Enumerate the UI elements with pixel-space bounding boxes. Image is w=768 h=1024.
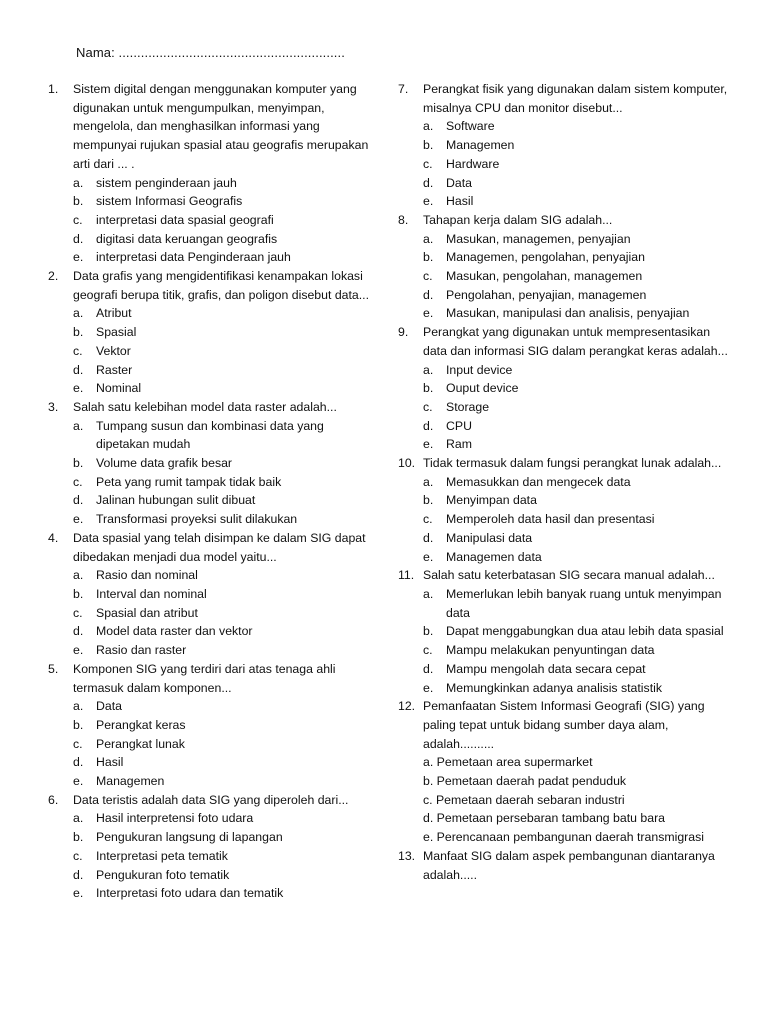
question-text: Data grafis yang mengidentifikasi kenampakan lokasi geografi berupa titik, grafis, dan poligon disebut data... xyxy=(73,269,370,302)
option-text: Tumpang susun dan kombinasi data yang dipetakan mudah xyxy=(96,418,324,452)
option-text: Hasil xyxy=(446,194,474,209)
question-number: 13. xyxy=(398,848,416,863)
option-text: Volume data grafik besar xyxy=(96,456,233,471)
option: c. Pemetaan daerah sebaran industri xyxy=(423,792,625,807)
option: e. Perencanaan pembangunan daerah transmigrasi xyxy=(423,830,704,845)
option-text: interpretasi data spasial geografi xyxy=(96,212,274,227)
option-letter: e. xyxy=(73,512,84,527)
question-text: Komponen SIG yang terdiri dari atas tenaga ahli termasuk dalam komponen... xyxy=(73,661,336,695)
option-letter: b. xyxy=(73,325,84,340)
question-number: 5. xyxy=(48,661,59,676)
option-text: Pengukuran langsung di lapangan xyxy=(96,830,283,845)
option-letter: a. xyxy=(423,231,434,246)
option xyxy=(48,716,374,735)
option-text: Software xyxy=(446,119,495,134)
question-6 xyxy=(48,791,374,810)
question-5 xyxy=(48,660,374,697)
option xyxy=(48,248,374,267)
question-text: Data teristis adalah data SIG yang diperoleh dari... xyxy=(73,792,349,807)
option-letter: b. xyxy=(423,493,434,508)
option-letter: a. xyxy=(73,418,84,433)
option: a. Pemetaan area supermarket xyxy=(423,755,593,770)
option-text: Memperoleh data hasil dan presentasi xyxy=(446,512,655,527)
option xyxy=(48,697,374,716)
option xyxy=(48,753,374,772)
option-text: digitasi data keruangan geografis xyxy=(96,231,278,246)
option xyxy=(48,304,374,323)
option-text: Atribut xyxy=(96,306,132,321)
option xyxy=(48,884,374,903)
option xyxy=(48,566,374,585)
option xyxy=(48,211,374,230)
question-text: Tidak termasuk dalam fungsi perangkat lunak adalah... xyxy=(423,456,722,471)
option xyxy=(48,847,374,866)
option-text: Storage xyxy=(446,399,490,414)
option-text: Menyimpan data xyxy=(446,493,537,508)
option-letter: d. xyxy=(423,530,434,545)
option xyxy=(398,117,730,136)
option-letter: d. xyxy=(423,175,434,190)
option xyxy=(398,267,730,286)
option-letter: e. xyxy=(423,549,434,564)
option-text: Memerlukan lebih banyak ruang untuk menyimpan data xyxy=(446,586,722,620)
option-letter: d. xyxy=(73,493,84,508)
option xyxy=(398,585,730,622)
option-letter: e. xyxy=(423,194,434,209)
option-text: Hasil interpretensi foto udara xyxy=(96,811,254,826)
option xyxy=(398,192,730,211)
option xyxy=(398,155,730,174)
question-text: Perangkat fisik yang digunakan dalam sistem komputer, misalnya CPU dan monitor disebut... xyxy=(423,82,728,115)
option-text: Managemen data xyxy=(446,549,542,564)
option-letter: e. xyxy=(73,886,84,901)
option-text: Rasio dan nominal xyxy=(96,568,198,583)
option-letter: b. xyxy=(73,194,84,209)
question-number: 2. xyxy=(48,269,59,284)
option-text: Raster xyxy=(96,362,133,377)
option-text: Spasial dan atribut xyxy=(96,605,198,620)
option-letter: d. xyxy=(423,287,434,302)
option xyxy=(398,361,730,380)
option xyxy=(48,510,374,529)
option-letter: e. xyxy=(73,774,84,789)
option-text: CPU xyxy=(446,418,472,433)
question-number: 9. xyxy=(398,325,409,340)
question-number: 10. xyxy=(398,456,416,471)
option-letter: e. xyxy=(73,381,84,396)
option xyxy=(48,491,374,510)
option xyxy=(48,192,374,211)
question-2 xyxy=(48,267,374,304)
option-text: Spasial xyxy=(96,325,137,340)
option-letter: a. xyxy=(423,586,434,601)
option xyxy=(48,866,374,885)
option-letter: c. xyxy=(73,474,83,489)
option-letter: d. xyxy=(73,867,84,882)
option xyxy=(48,622,374,641)
option-text: Peta yang rumit tampak tidak baik xyxy=(96,474,282,489)
option-text: Ouput device xyxy=(446,381,519,396)
option xyxy=(398,679,730,698)
option-text: Hasil xyxy=(96,755,124,770)
question-number: 11. xyxy=(398,568,415,583)
option-text: Vektor xyxy=(96,343,131,358)
option xyxy=(398,622,730,641)
option xyxy=(398,510,730,529)
option-letter: b. xyxy=(423,381,434,396)
question-text: Salah satu keterbatasan SIG secara manual adalah... xyxy=(423,568,715,583)
option-letter: c. xyxy=(423,643,433,658)
option xyxy=(48,454,374,473)
question-number: 3. xyxy=(48,399,59,414)
option-text: sistem Informasi Geografis xyxy=(96,194,243,209)
option-letter: c. xyxy=(73,605,83,620)
option-letter: e. xyxy=(73,643,84,658)
option-letter: c. xyxy=(73,848,83,863)
question-text: Pemanfaatan Sistem Informasi Geografi (SIG) yang paling tepat untuk bidang sumber daya alam, adalah.......... xyxy=(423,699,705,751)
question-3 xyxy=(48,398,374,417)
option-letter: c. xyxy=(423,512,433,527)
option-letter: d. xyxy=(73,624,84,639)
question-number: 12. xyxy=(398,699,416,714)
option-letter: b. xyxy=(73,717,84,732)
option-text: Memungkinkan adanya analisis statistik xyxy=(446,680,662,695)
option-text: Mampu mengolah data secara cepat xyxy=(446,661,646,676)
option-letter: b. xyxy=(73,586,84,601)
option xyxy=(398,230,730,249)
right-column xyxy=(398,80,730,884)
option-text: Data xyxy=(96,699,122,714)
option xyxy=(48,473,374,492)
option-text: sistem penginderaan jauh xyxy=(96,175,237,190)
option-text: Interpretasi peta tematik xyxy=(96,848,228,863)
option-letter: a. xyxy=(423,474,434,489)
option xyxy=(398,660,730,679)
option xyxy=(48,641,374,660)
option xyxy=(398,379,730,398)
question-text: Sistem digital dengan menggunakan komputer yang digunakan untuk mengumpulkan, menyimpan, mengelola, dan menghasilkan informasi yang mempunyai rujukan spasial atau geografis merupakan arti dari ... . xyxy=(73,82,369,171)
option-letter: b. xyxy=(73,830,84,845)
option-letter: a. xyxy=(423,119,434,134)
option-letter: c. xyxy=(423,269,433,284)
option-letter: d. xyxy=(73,755,84,770)
option xyxy=(48,735,374,754)
question-13 xyxy=(398,847,730,884)
option-text: Masukan, managemen, penyajian xyxy=(446,231,631,246)
option-text: Dapat menggabungkan dua atau lebih data spasial xyxy=(446,624,724,639)
option-letter: a. xyxy=(423,362,434,377)
option-letter: e. xyxy=(423,306,434,321)
option-letter: c. xyxy=(423,156,433,171)
question-text: Data spasial yang telah disimpan ke dalam SIG dapat dibedakan menjadi dua model yaitu... xyxy=(73,530,366,564)
option xyxy=(398,248,730,267)
option-letter: d. xyxy=(73,362,84,377)
question-number: 6. xyxy=(48,792,59,807)
option-letter: d. xyxy=(423,418,434,433)
option-text: Interpretasi foto udara dan tematik xyxy=(96,886,284,901)
option xyxy=(398,136,730,155)
question-text: Tahapan kerja dalam SIG adalah... xyxy=(423,212,613,227)
question-text: Manfaat SIG dalam aspek pembangunan diantaranya adalah..... xyxy=(423,848,715,882)
option xyxy=(398,174,730,193)
question-10 xyxy=(398,454,730,473)
option xyxy=(48,323,374,342)
question-9 xyxy=(398,323,730,360)
question-7 xyxy=(398,80,730,117)
option-text: Managemen, pengolahan, penyajian xyxy=(446,250,645,265)
option-letter: a. xyxy=(73,568,84,583)
option xyxy=(398,398,730,417)
option-text: Manipulasi data xyxy=(446,530,533,545)
question-number: 1. xyxy=(48,82,59,96)
option xyxy=(48,809,374,828)
option xyxy=(48,361,374,380)
option-text: Jalinan hubungan sulit dibuat xyxy=(96,493,256,508)
option-text: Memasukkan dan mengecek data xyxy=(446,474,631,489)
option-text: Transformasi proyeksi sulit dilakukan xyxy=(96,512,298,527)
option-letter: c. xyxy=(73,212,83,227)
option-letter: d. xyxy=(73,231,84,246)
option-letter: b. xyxy=(423,250,434,265)
option-text: Pengukuran foto tematik xyxy=(96,867,230,882)
option-text: Perangkat lunak xyxy=(96,736,185,751)
option-text: Perangkat keras xyxy=(96,717,186,732)
option-text: Data xyxy=(446,175,472,190)
option xyxy=(398,473,730,492)
question-1 xyxy=(48,80,374,174)
option-text: Masukan, manipulasi dan analisis, penyajian xyxy=(446,306,690,321)
option-letter: b. xyxy=(73,456,84,471)
option xyxy=(398,417,730,436)
option-letter: c. xyxy=(423,399,433,414)
option xyxy=(48,174,374,193)
option-letter: a. xyxy=(73,306,84,321)
left-column xyxy=(48,80,374,903)
option xyxy=(398,286,730,305)
option xyxy=(48,604,374,623)
question-number: 4. xyxy=(48,530,59,545)
option-letter: a. xyxy=(73,811,84,826)
option-text: Managemen xyxy=(96,774,165,789)
option-text: Model data raster dan vektor xyxy=(96,624,253,639)
option-letter: e. xyxy=(73,250,84,265)
option-letter: b. xyxy=(423,624,434,639)
option-letter: c. xyxy=(73,736,83,751)
option-text: Rasio dan raster xyxy=(96,643,187,658)
option xyxy=(398,435,730,454)
option-text: Masukan, pengolahan, managemen xyxy=(446,269,643,284)
option-letter: a. xyxy=(73,699,84,714)
option: d. Pemetaan persebaran tambang batu bara xyxy=(423,811,666,826)
option xyxy=(398,491,730,510)
option-text: interpretasi data Penginderaan jauh xyxy=(96,250,291,265)
option xyxy=(398,548,730,567)
option-text: Managemen xyxy=(446,138,515,153)
option-letter: e. xyxy=(423,437,434,452)
option xyxy=(48,230,374,249)
option-text: Hardware xyxy=(446,156,500,171)
option-letter: c. xyxy=(73,343,83,358)
question-text: Perangkat yang digunakan untuk mempresentasikan data dan informasi SIG dalam perangkat keras adalah... xyxy=(423,325,728,358)
option xyxy=(48,417,374,454)
option-letter: b. xyxy=(423,138,434,153)
option-text: Interval dan nominal xyxy=(96,586,207,601)
option xyxy=(48,828,374,847)
option-letter: d. xyxy=(423,661,434,676)
option: b. Pemetaan daerah padat penduduk xyxy=(423,774,627,789)
option-letter: e. xyxy=(423,680,434,695)
option-text: Input device xyxy=(446,362,513,377)
option xyxy=(48,772,374,791)
name-field-line: Nama: ............................................................. xyxy=(76,45,345,60)
option xyxy=(398,304,730,323)
option xyxy=(48,379,374,398)
question-4 xyxy=(48,529,374,566)
option xyxy=(398,529,730,548)
question-number: 7. xyxy=(398,82,409,96)
option-text: Ram xyxy=(446,437,472,452)
option xyxy=(48,342,374,361)
option-letter: a. xyxy=(73,175,84,190)
question-text: Salah satu kelebihan model data raster adalah... xyxy=(73,399,337,414)
question-8 xyxy=(398,211,730,230)
question-number: 8. xyxy=(398,212,409,227)
option xyxy=(48,585,374,604)
option xyxy=(398,641,730,660)
option-text: Mampu melakukan penyuntingan data xyxy=(446,643,655,658)
question-11 xyxy=(398,566,730,585)
option-text: Nominal xyxy=(96,381,142,396)
option-text: Pengolahan, penyajian, managemen xyxy=(446,287,647,302)
question-12 xyxy=(398,697,730,753)
